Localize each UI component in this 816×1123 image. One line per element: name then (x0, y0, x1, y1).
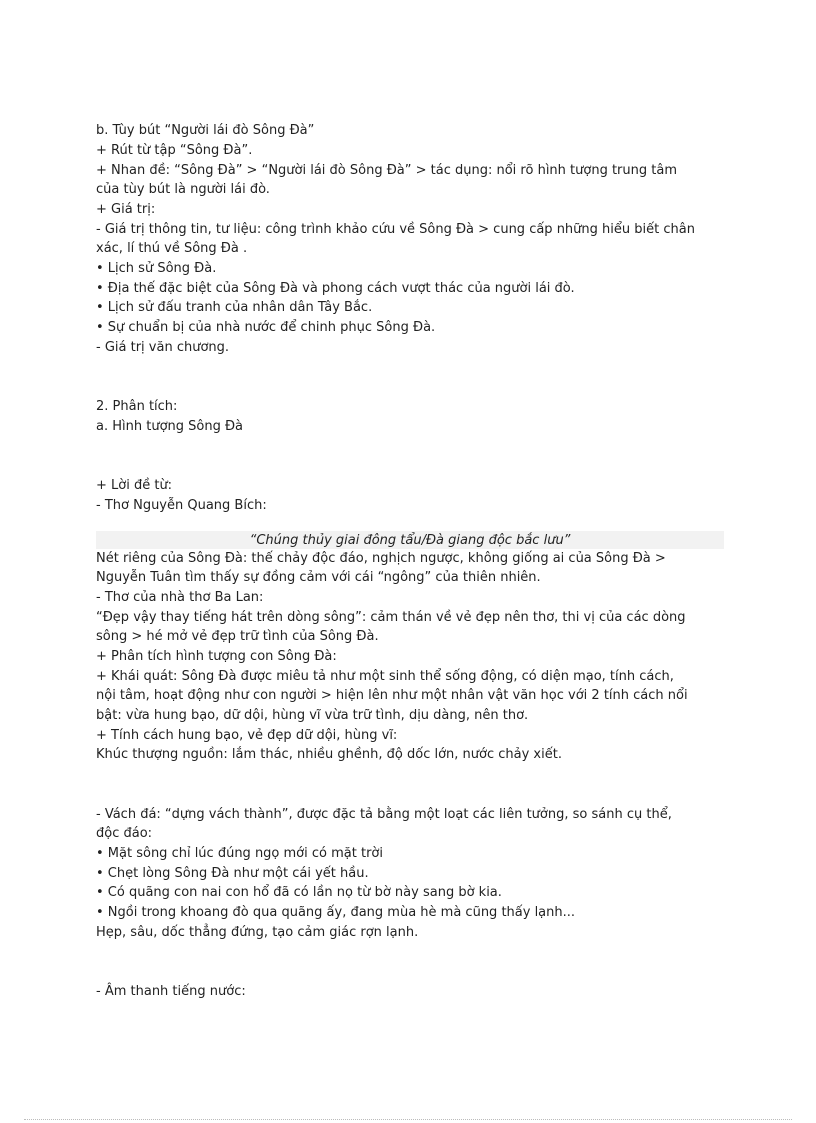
text-line: + Rút từ tập “Sông Đà”. (96, 143, 253, 158)
text-line: - Giá trị văn chương. (96, 340, 230, 355)
subsection-heading-a: a. Hình tượng Sông Đà (96, 419, 244, 434)
text-line: nội tâm, hoạt động như con người > hiện lên như một nhân vật văn học với 2 tính cách nổi (96, 688, 688, 703)
section-heading-2: 2. Phân tích: (96, 399, 178, 414)
bullet-item: • Chẹt lòng Sông Đà như một cái yết hầu. (96, 866, 369, 881)
text-line: + Phân tích hình tượng con Sông Đà: (96, 649, 337, 664)
bullet-item: • Lịch sử Sông Đà. (96, 261, 217, 276)
text-line: của tùy bút là người lái đò. (96, 182, 270, 197)
text-line: sông > hé mở vẻ đẹp trữ tình của Sông Đà. (96, 629, 379, 644)
text-line: Nét riêng của Sông Đà: thế chảy độc đáo, nghịch ngược, không giống ai của Sông Đà > (96, 551, 666, 566)
bullet-item: • Mặt sông chỉ lúc đúng ngọ mới có mặt trời (96, 846, 383, 861)
section-heading-b: b. Tùy bút “Người lái đò Sông Đà” (96, 123, 315, 138)
text-line: bật: vừa hung bạo, dữ dội, hùng vĩ vừa trữ tình, dịu dàng, nên thơ. (96, 708, 529, 723)
text-line: - Âm thanh tiếng nước: (96, 984, 246, 999)
text-line: + Giá trị: (96, 202, 156, 217)
text-line: + Lời đề từ: (96, 478, 173, 493)
text-line: Nguyễn Tuân tìm thấy sự đồng cảm với cái “ngông” của thiên nhiên. (96, 570, 541, 585)
text-line: - Thơ của nhà thơ Ba Lan: (96, 590, 264, 605)
text-line: - Thơ Nguyễn Quang Bích: (96, 498, 267, 513)
text-line: xác, lí thú về Sông Đà . (96, 241, 248, 256)
bullet-item: • Ngồi trong khoang đò qua quãng ấy, đang mùa hè mà cũng thấy lạnh... (96, 905, 576, 920)
text-line: + Nhan đề: “Sông Đà” > “Người lái đò Sông Đà” > tác dụng: nổi rõ hình tượng trung tâm (96, 163, 677, 178)
text-line: + Tính cách hung bạo, vẻ đẹp dữ dội, hùng vĩ: (96, 728, 398, 743)
text-line: - Giá trị thông tin, tư liệu: công trình khảo cứu về Sông Đà > cung cấp những hiểu biết chân (96, 222, 695, 237)
text-line: - Vách đá: “dựng vách thành”, được đặc tả bằng một loạt các liên tưởng, so sánh cụ thể, (96, 807, 672, 822)
text-line: “Đẹp vậy thay tiếng hát trên dòng sông”: cảm thán về vẻ đẹp nên thơ, thi vị của các dòng (96, 610, 686, 625)
text-line: + Khái quát: Sông Đà được miêu tả như một sinh thể sống động, có diện mạo, tính cách, (96, 669, 674, 684)
bullet-item: • Địa thế đặc biệt của Sông Đà và phong cách vượt thác của người lái đò. (96, 281, 575, 296)
page-bottom-rule (24, 1119, 792, 1120)
bullet-item: • Sự chuẩn bị của nhà nước để chinh phục Sông Đà. (96, 320, 436, 335)
poem-quote: “Chúng thủy giai đông tẩu/Đà giang độc bắc lưu” (249, 533, 571, 548)
text-line: Hẹp, sâu, dốc thẳng đứng, tạo cảm giác rợn lạnh. (96, 925, 419, 940)
bullet-item: • Có quãng con nai con hổ đã có lần nọ từ bờ này sang bờ kia. (96, 885, 502, 900)
bullet-item: • Lịch sử đấu tranh của nhân dân Tây Bắc. (96, 300, 373, 315)
text-line: độc đáo: (96, 826, 153, 841)
text-line: Khúc thượng nguồn: lắm thác, nhiều ghềnh, độ dốc lớn, nước chảy xiết. (96, 747, 562, 762)
